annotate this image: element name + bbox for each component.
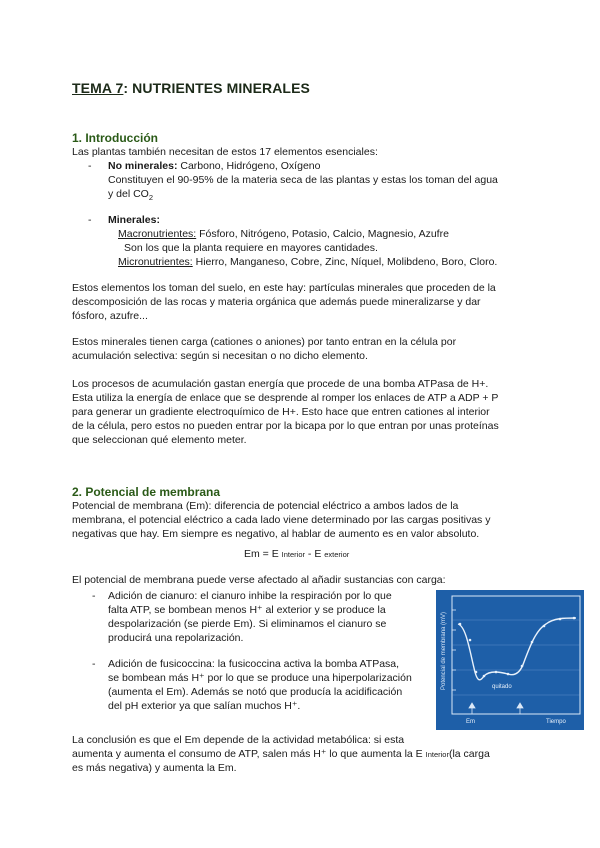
membrane-potential-figure [436,590,584,730]
para1-line-1: Estos elementos los toman del suelo, en este hay: partículas minerales que proceden de la [72,282,496,294]
sec2-para1-line-2: membrana, el potencial eléctrico a cada lado viene determinado por las cargas positivas y [72,514,491,526]
minerales-label: Minerales: [108,214,160,226]
title-rest: : NUTRIENTES MINERALES [123,80,310,96]
list-dash: - [88,160,92,172]
para3-line-5: que seleccionan qué elemento meter. [72,434,247,446]
no-minerales-items: Carbono, Hidrógeno, Oxígeno [177,160,321,172]
para3-line-2: Esta utiliza la energía de enlace que se desprende al romper los enlaces de ATP a ADP + P [72,392,499,404]
list-dash: - [88,214,92,226]
bullet2-line-2: se bombean más H⁺ por lo que se produce una hiperpolarización [108,672,412,684]
macronutrientes-desc: Son los que la planta requiere en mayores cantidades. [124,242,378,254]
macronutrientes-label: Macronutrientes: [118,228,197,240]
micronutrientes-line [118,256,588,269]
section-heading-potencial: 2. Potencial de membrana [72,485,221,499]
para2-line-2: acumulación selectiva: según si necesitan o no dicho elemento. [72,350,368,362]
intro-text: Las plantas también necesitan de estos 17 elementos esenciales: [72,146,378,158]
formula [244,548,600,561]
page-title [72,82,310,95]
title-prefix: TEMA 7 [72,80,124,96]
formula-left: Em = E [244,548,282,560]
co2-text: y del CO [108,188,149,200]
para2-line-1: Estos minerales tienen carga (cationes o aniones) por tanto entran en la célula por [72,336,457,348]
para1-line-3: fósforo, azufre... [72,310,148,322]
macronutrientes-line [118,228,588,241]
bullet2-line-1: Adición de fusicoccina: la fusicoccina activa la bomba ATPasa, [108,658,400,670]
bullet1-line-1: Adición de cianuro: el cianuro inhibe la respiración por lo que [108,590,392,602]
sec2-para1-line-1: Potencial de membrana (Em): diferencia de potencial eléctrico a ambos lados de la [72,500,459,512]
conclusion-2-sub: Interior [425,750,449,759]
conclusion-line-3: es más negativa) y aumenta la Em. [72,762,237,774]
no-minerales-line [108,160,578,173]
label-tiempo: Tiempo [546,719,566,725]
bullet1-line-3: despolarización (se pierde Em). Si eliminamos el cianuro se [108,618,387,630]
no-minerales-desc-2 [108,188,578,204]
y-axis-label: Potencial de membrana (mV) [441,611,447,690]
bullet2-line-3: (aumenta el Em). Además se notó que producía la acidificación [108,686,403,698]
conclusion-2b: (la carga [448,748,490,760]
formula-mid: - E [304,548,325,560]
bullet1-line-4: producirá una repolarización. [108,632,244,644]
para3-line-1: Los procesos de acumulación gastan energía que procede de una bomba ATPasa de H+. [72,378,489,390]
bullet2-line-4: del pH exterior ya que salían muchos H⁺. [108,700,301,712]
section-heading-introduccion: 1. Introducción [72,131,159,145]
para3-line-4: de la célula, pero estos no pueden entrar por la bicapa por lo que entran por unas proteínas [72,420,499,432]
no-minerales-desc-1: Constituyen el 90-95% de la materia seca de las plantas y estas los toman del agua [108,174,498,186]
bullet1-line-2: falta ATP, se bombean menos H⁺ al exterior y se produce la [108,604,386,616]
para1-line-2: descomposición de las rocas y materia orgánica que además puede mineralizarse y dar [72,296,481,308]
micronutrientes-label: Micronutrientes: [118,256,193,268]
conclusion-2a: aumenta y aumenta el consumo de ATP, salen más H⁺ lo que aumenta la E [72,748,426,760]
conclusion-line-1: La conclusión es que el Em depende de la actividad metabólica: si esta [72,734,405,746]
figure-background [436,590,584,730]
label-em: Em [466,719,475,725]
list-dash: - [92,590,96,602]
co2-subscript: 2 [148,193,154,203]
conclusion-line-2 [72,748,542,761]
formula-sub-interior: Interior [281,550,305,559]
macronutrientes-items: Fósforo, Nitrógeno, Potasio, Calcio, Magnesio, Azufre [196,228,449,240]
micronutrientes-items: Hierro, Manganeso, Cobre, Zinc, Níquel, Molibdeno, Boro, Cloro. [192,256,498,268]
formula-sub-exterior: exterior [324,550,350,559]
list-dash: - [92,658,96,670]
sec2-para1-line-3: negativas que hay. Em siempre es negativo, al hablar de aumento es en valor absoluto. [72,528,480,540]
sec2-para2: El potencial de membrana puede verse afectado al añadir sustancias con carga: [72,574,446,586]
para3-line-3: para generar un gradiente electroquímico de H+. Esto hace que entren cationes al interior [72,406,490,418]
membrane-potential-graph [436,590,584,730]
no-minerales-label: No minerales: [108,160,178,172]
label-quitado: quitado [492,684,512,690]
